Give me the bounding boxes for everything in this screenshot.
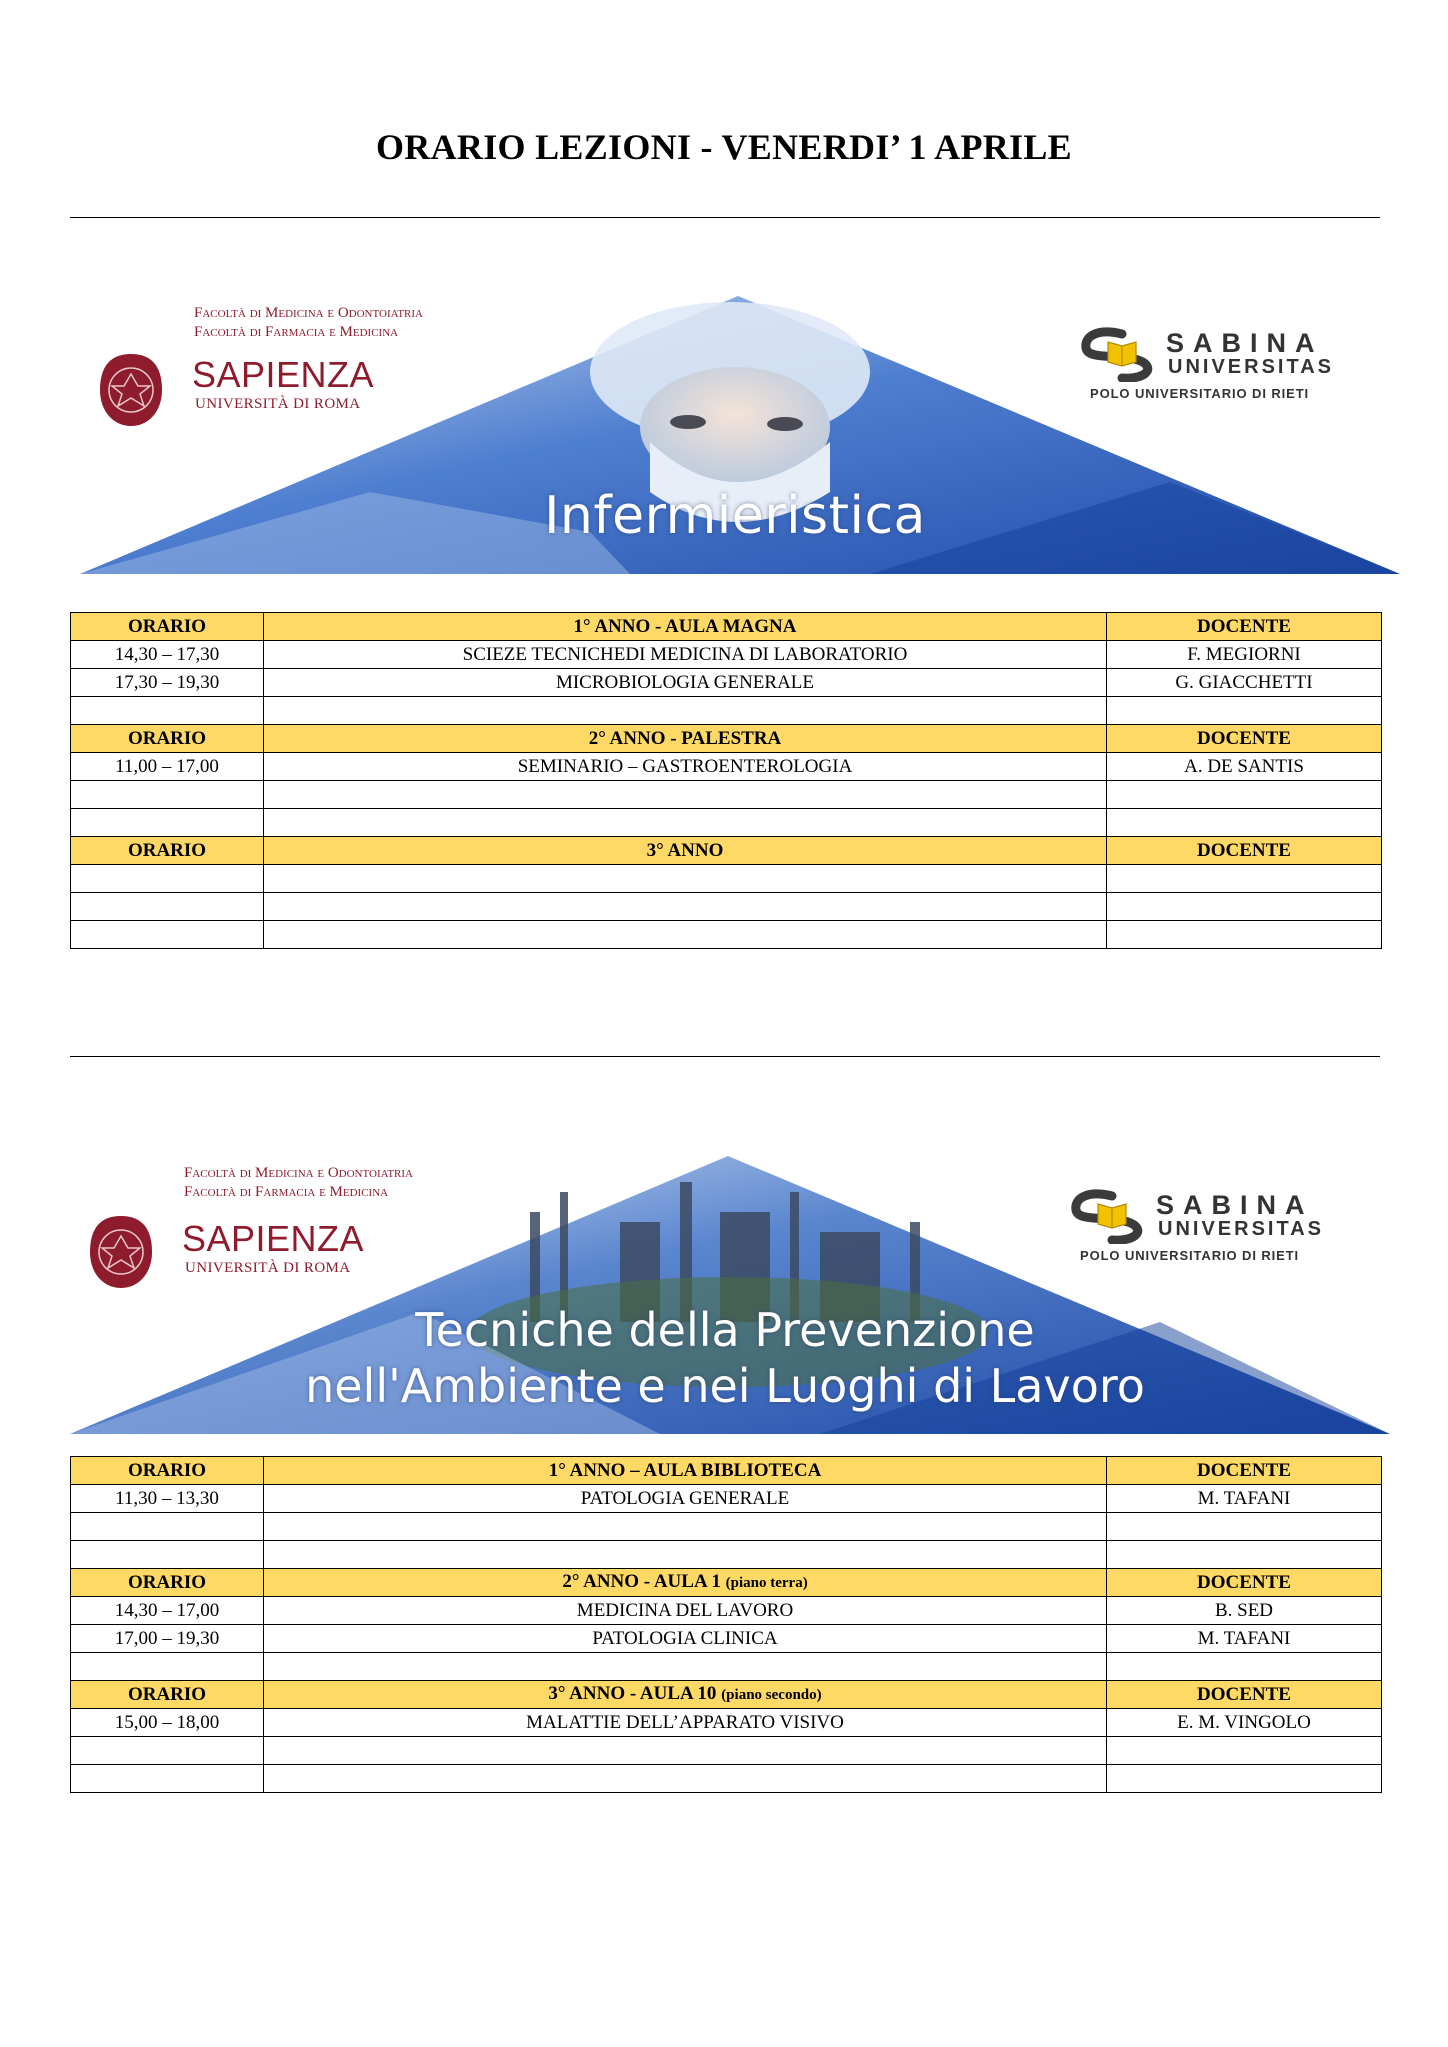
table-header-row [71,1569,1382,1597]
table-row [71,1625,1382,1653]
page-title: ORARIO LEZIONI - VENERDI’ 1 APRILE [376,127,1072,167]
sabina-logo [1068,1184,1368,1264]
table-row [71,893,1382,921]
sabina-book-icon [1068,1186,1158,1244]
table-header-row [71,837,1382,865]
header-time: ORARIO [71,837,264,865]
table-row [71,809,1382,837]
cell-time [71,809,264,837]
cell-course [264,1513,1107,1541]
cell-course [264,1765,1107,1793]
sapienza-name: SAPIENZA [182,1218,365,1259]
cell-teacher: G. GIACCHETTI [1107,669,1382,697]
sabina-name: SABINA [1156,1190,1314,1220]
cell-time [71,1737,264,1765]
table-header-row [71,725,1382,753]
cell-course: PATOLOGIA GENERALE [264,1485,1107,1513]
header-course-note: (piano terra) [725,1575,808,1591]
cell-time [71,1541,264,1569]
cell-time: 11,30 – 13,30 [71,1485,264,1513]
schedule-table-prevenzione [70,1456,1382,1793]
cell-teacher: F. MEGIORNI [1107,641,1382,669]
header-course [264,1457,1107,1485]
cell-teacher [1107,893,1382,921]
table-row [71,865,1382,893]
cell-time [71,921,264,949]
table-row [71,697,1382,725]
faculty-line-2: Facoltà di Farmacia e Medicina [184,1184,389,1200]
faculty-line-1: Facoltà di Medicina e Odontoiatria [184,1165,413,1181]
sapienza-subtitle: UNIVERSITÀ DI ROMA [195,396,361,412]
table-header-row [71,613,1382,641]
table-row [71,1485,1382,1513]
cell-course [264,865,1107,893]
header-teacher: DOCENTE [1107,1457,1382,1485]
cell-teacher [1107,865,1382,893]
cell-course: MALATTIE DELL’APPARATO VISIVO [264,1709,1107,1737]
header-course [264,837,1107,865]
banner-prevenzione [60,1152,1390,1442]
table-row [71,669,1382,697]
faculty-names [184,1164,413,1202]
cell-course: PATOLOGIA CLINICA [264,1625,1107,1653]
cell-time [71,1513,264,1541]
cell-teacher [1107,921,1382,949]
header-time: ORARIO [71,613,264,641]
header-teacher: DOCENTE [1107,613,1382,641]
sabina-polo: POLO UNIVERSITARIO DI RIETI [1090,386,1310,401]
header-course-label: 1° ANNO - AULA MAGNA [573,615,797,637]
table-row [71,1597,1382,1625]
header-course [264,1569,1107,1597]
cell-time: 14,30 – 17,00 [71,1597,264,1625]
table-row [71,1653,1382,1681]
table-row [71,1709,1382,1737]
table-row [71,1737,1382,1765]
header-course-label: 3° ANNO [646,839,724,861]
cell-teacher [1107,781,1382,809]
cell-teacher: M. TAFANI [1107,1485,1382,1513]
cell-teacher [1107,1737,1382,1765]
cell-time [71,893,264,921]
sapienza-seal-icon [98,352,164,428]
faculty-names [194,304,423,342]
course-title: Infermieristica [544,486,926,546]
cell-course: MEDICINA DEL LAVORO [264,1597,1107,1625]
cell-course [264,893,1107,921]
cell-course [264,809,1107,837]
cell-teacher [1107,1541,1382,1569]
sabina-name: SABINA [1166,328,1324,358]
sabina-polo: POLO UNIVERSITARIO DI RIETI [1080,1248,1300,1263]
header-course [264,613,1107,641]
cell-course: SEMINARIO – GASTROENTEROLOGIA [264,753,1107,781]
course-title [60,1302,1390,1414]
header-time: ORARIO [71,1569,264,1597]
cell-time: 14,30 – 17,30 [71,641,264,669]
table-row [71,921,1382,949]
header-time: ORARIO [71,1681,264,1709]
cell-time [71,1765,264,1793]
header-course [264,725,1107,753]
banner-infermieristica [70,292,1400,582]
cell-time: 15,00 – 18,00 [71,1709,264,1737]
sapienza-seal-icon [88,1214,154,1290]
header-time: ORARIO [71,1457,264,1485]
header-course-label: 2° ANNO - PALESTRA [588,727,782,749]
sabina-universitas: UNIVERSITAS [1168,356,1334,378]
sapienza-subtitle: UNIVERSITÀ DI ROMA [185,1260,351,1276]
header-course-note: (piano secondo) [721,1687,822,1703]
header-course-label: 1° ANNO – AULA BIBLIOTECA [548,1459,822,1481]
cell-course [264,1737,1107,1765]
cell-teacher: E. M. VINGOLO [1107,1709,1382,1737]
table-row [71,753,1382,781]
header-teacher: DOCENTE [1107,725,1382,753]
cell-course: MICROBIOLOGIA GENERALE [264,669,1107,697]
cell-time: 17,30 – 19,30 [71,669,264,697]
header-course-label: 3° ANNO - AULA 10 [548,1683,717,1704]
cell-time: 11,00 – 17,00 [71,753,264,781]
cell-course [264,781,1107,809]
cell-teacher [1107,809,1382,837]
header-course-label: 2° ANNO - AULA 1 [562,1571,721,1592]
cell-course [264,697,1107,725]
cell-time: 17,00 – 19,30 [71,1625,264,1653]
cell-time [71,781,264,809]
section-divider [70,1056,1380,1057]
sabina-book-icon [1078,324,1168,382]
sabina-logo [1078,322,1378,402]
cell-course [264,1541,1107,1569]
cell-time [71,865,264,893]
table-row [71,1541,1382,1569]
cell-teacher: A. DE SANTIS [1107,753,1382,781]
course-title-line-1: Tecniche della Prevenzione [415,1303,1035,1357]
table-row [71,781,1382,809]
header-time: ORARIO [71,725,264,753]
cell-course [264,921,1107,949]
cell-teacher [1107,697,1382,725]
sabina-universitas: UNIVERSITAS [1158,1218,1324,1240]
cell-teacher [1107,1653,1382,1681]
cell-course: SCIEZE TECNICHEDI MEDICINA DI LABORATORIO [264,641,1107,669]
table-row [71,641,1382,669]
course-title-line-2: nell'Ambiente e nei Luoghi di Lavoro [305,1359,1145,1413]
cell-teacher: B. SED [1107,1597,1382,1625]
title-divider [70,217,1380,218]
cell-teacher [1107,1765,1382,1793]
cell-time [71,1653,264,1681]
header-teacher: DOCENTE [1107,1569,1382,1597]
table-row [71,1513,1382,1541]
table-row [71,1765,1382,1793]
header-teacher: DOCENTE [1107,837,1382,865]
cell-teacher: M. TAFANI [1107,1625,1382,1653]
sapienza-name: SAPIENZA [192,354,375,395]
table-header-row [71,1457,1382,1485]
faculty-line-1: Facoltà di Medicina e Odontoiatria [194,305,423,321]
table-header-row [71,1681,1382,1709]
cell-time [71,697,264,725]
header-teacher: DOCENTE [1107,1681,1382,1709]
cell-course [264,1653,1107,1681]
header-course [264,1681,1107,1709]
schedule-table-infermieristica [70,612,1382,949]
faculty-line-2: Facoltà di Farmacia e Medicina [194,324,399,340]
cell-teacher [1107,1513,1382,1541]
